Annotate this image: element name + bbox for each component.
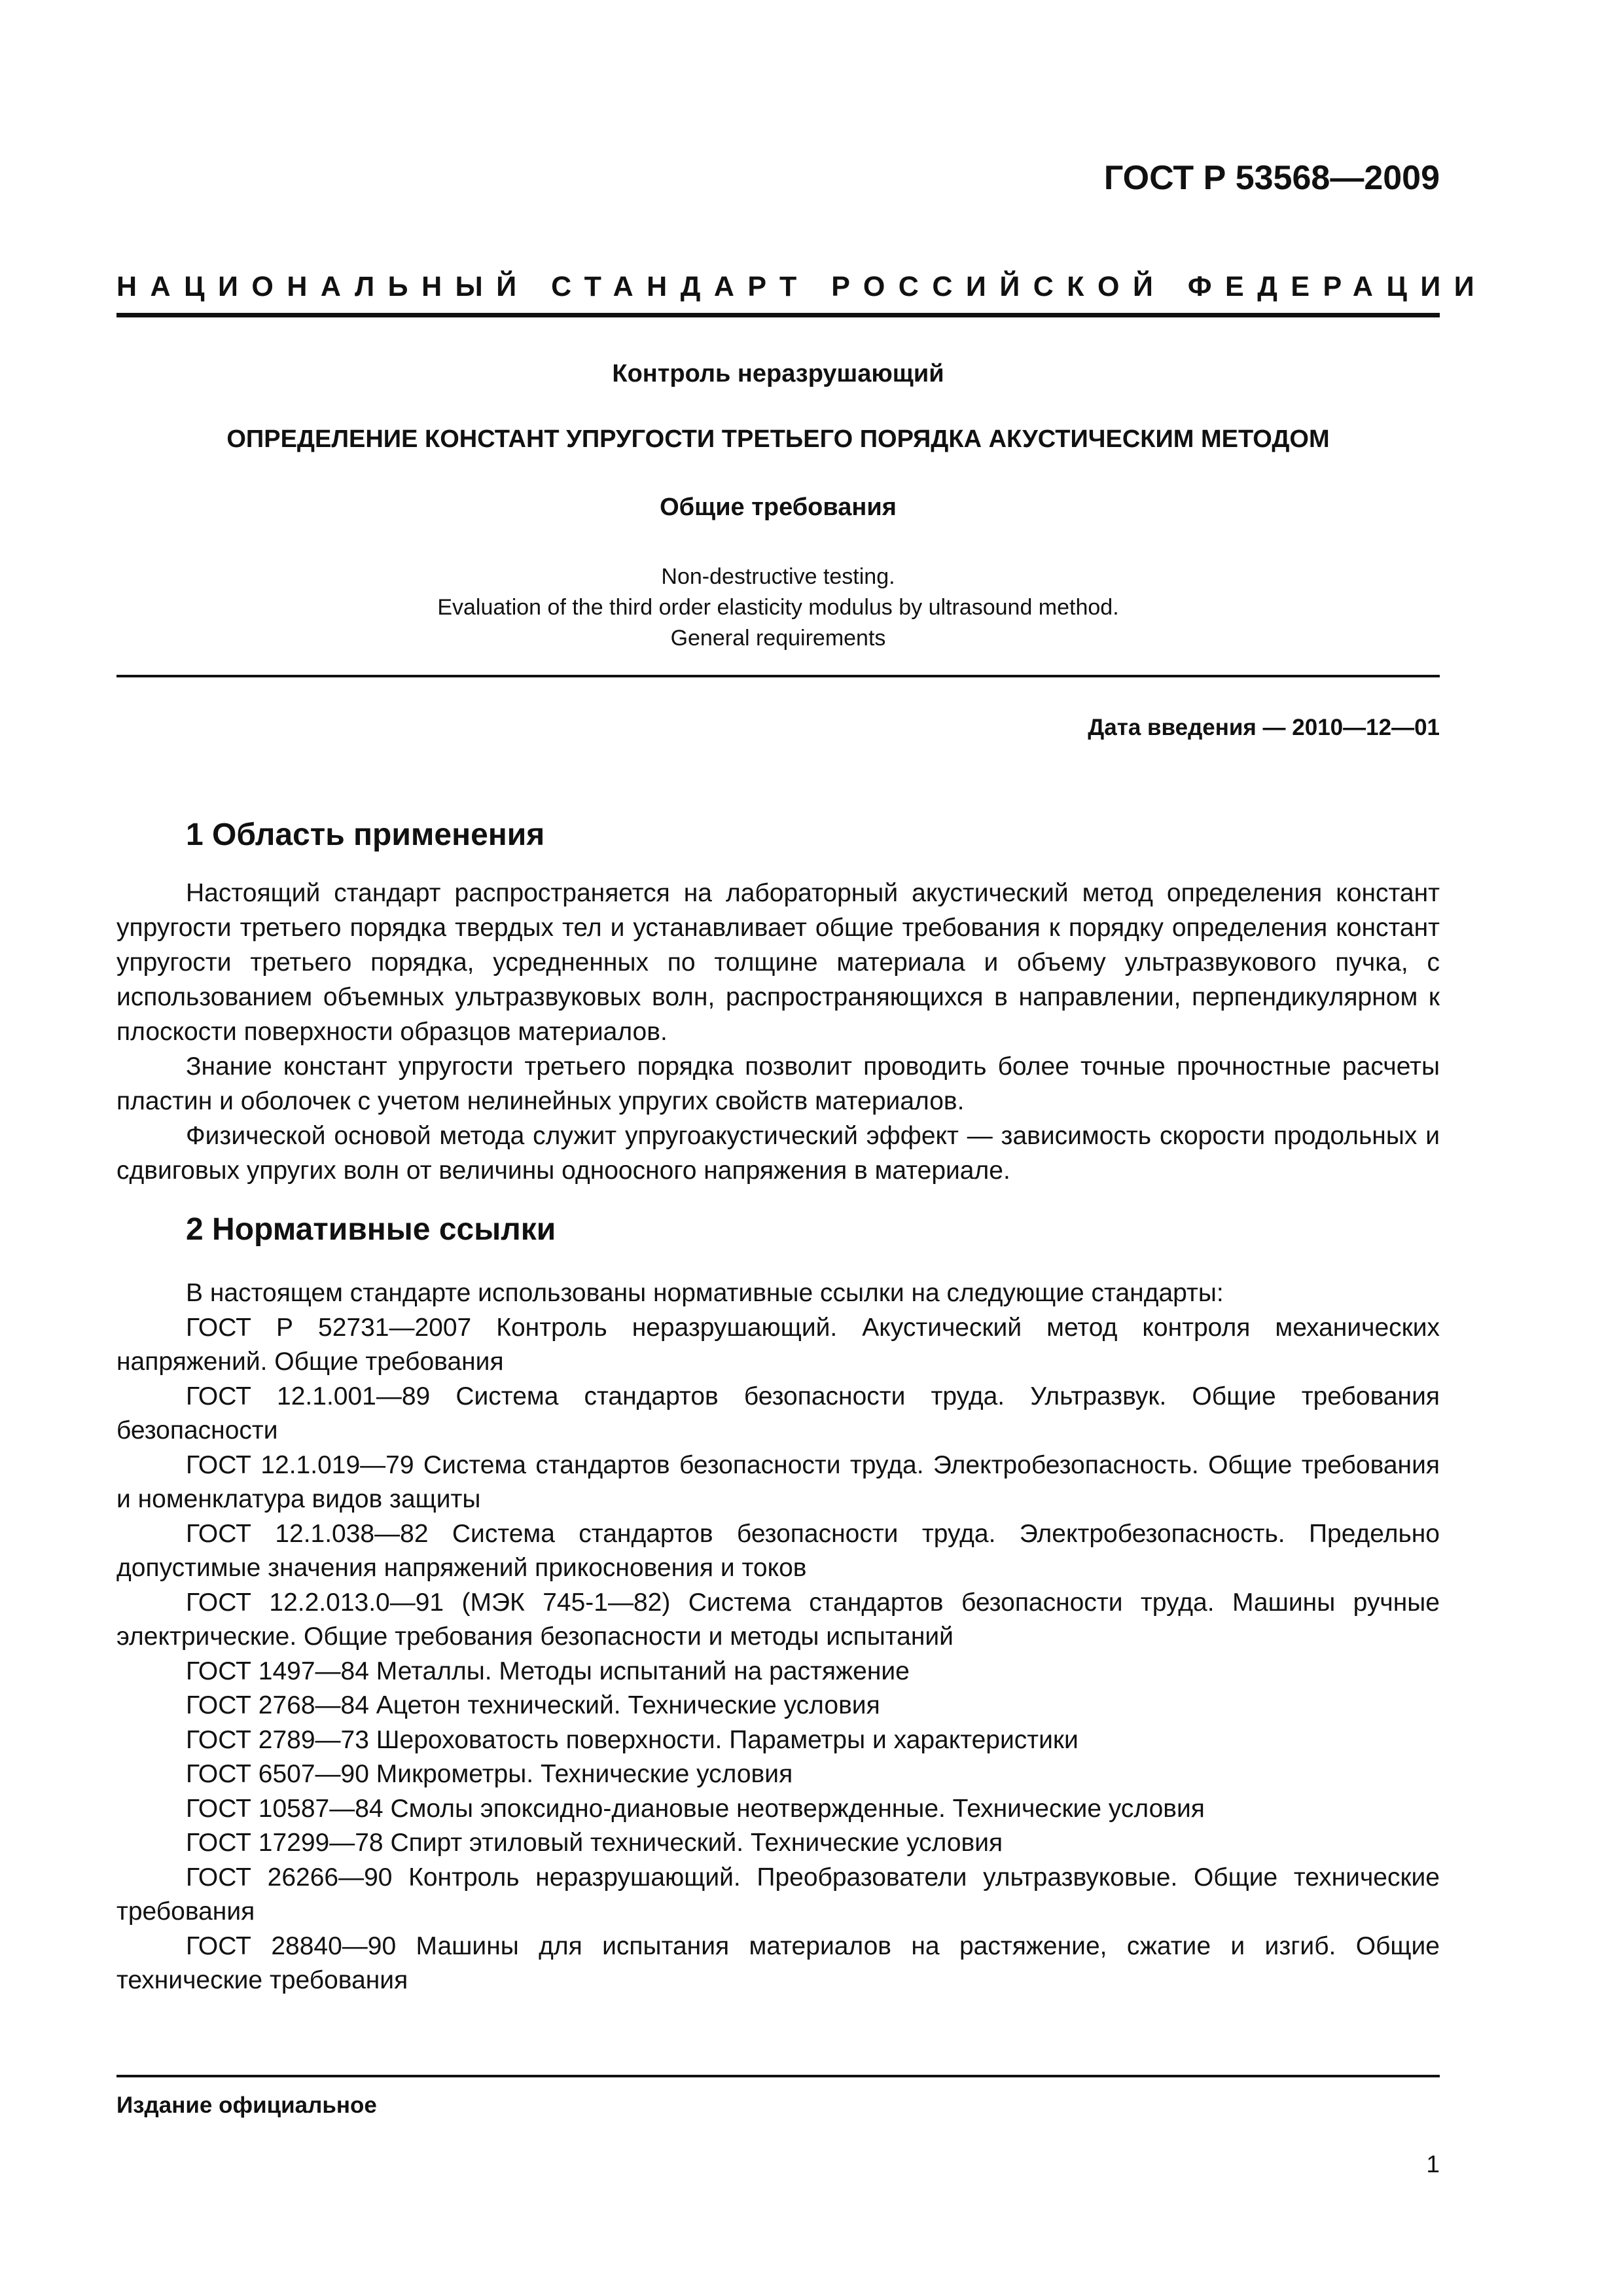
english-title-line: General requirements <box>670 626 886 651</box>
reference-item: ГОСТ 2768—84 Ацетон технический. Технические условия <box>186 1691 880 1719</box>
section-1-heading: 1 Область применения <box>186 817 545 852</box>
page-number: 1 <box>1426 2151 1440 2178</box>
standard-title: ОПРЕДЕЛЕНИЕ КОНСТАНТ УПРУГОСТИ ТРЕТЬЕГО ПОРЯДКА АКУСТИЧЕСКИМ МЕТОДОМ <box>226 425 1330 453</box>
reference-item: ГОСТ Р 52731—2007 Контроль неразрушающий. Акустический метод контроля механических напряжений. Общие требования <box>116 1313 1440 1376</box>
english-title-line: Non-destructive testing. <box>661 564 895 589</box>
reference-item: ГОСТ 2789—73 Шероховатость поверхности. Параметры и характеристики <box>186 1725 1079 1754</box>
english-title <box>116 562 1440 654</box>
normative-references <box>116 1276 1440 1998</box>
national-standard-banner: НАЦИОНАЛЬНЫЙ СТАНДАРТ РОССИЙСКОЙ ФЕДЕРАЦИИ <box>116 271 1488 302</box>
references-intro: В настоящем стандарте использованы нормативные ссылки на следующие стандарты: <box>186 1279 1224 1307</box>
reference-item: ГОСТ 10587—84 Смолы эпоксидно-диановые неотвержденные. Технические условия <box>186 1794 1205 1823</box>
reference-item: ГОСТ 12.1.019—79 Система стандартов безопасности труда. Электробезопасность. Общие требования и номенклатура видов защиты <box>116 1450 1440 1513</box>
reference-item: ГОСТ 12.2.013.0—91 (МЭК 745-1—82) Система стандартов безопасности труда. Машины ручные электрические. Общие требования безопасности и методы испытаний <box>116 1588 1440 1651</box>
reference-item: ГОСТ 12.1.038—82 Система стандартов безопасности труда. Электробезопасность. Предельно допустимые значения напряжений прикосновения и токов <box>116 1519 1440 1582</box>
introduction-date: Дата введения — 2010—12—01 <box>1088 715 1440 740</box>
paragraph: Знание констант упругости третьего порядка позволит проводить более точные прочностные расчеты пластин и оболочек с учетом нелинейных упругих свойств материалов. <box>116 1052 1440 1115</box>
english-title-line: Evaluation of the third order elasticity modulus by ultrasound method. <box>437 595 1119 620</box>
reference-item: ГОСТ 6507—90 Микрометры. Технические условия <box>186 1760 793 1788</box>
paragraph: Физической основой метода служит упругоакустический эффект — зависимость скорости продольных и сдвиговых упругих волн от величины одноосного напряжения в материале. <box>116 1122 1440 1185</box>
official-edition-label: Издание официальное <box>116 2092 377 2118</box>
document-number: ГОСТ Р 53568—2009 <box>1103 159 1440 197</box>
reference-item: ГОСТ 12.1.001—89 Система стандартов безопасности труда. Ультразвук. Общие требования безопасности <box>116 1382 1440 1444</box>
banner-rule <box>116 313 1440 317</box>
section-1-body <box>116 876 1440 1188</box>
reference-item: ГОСТ 26266—90 Контроль неразрушающий. Преобразователи ультразвуковые. Общие технические требования <box>116 1863 1440 1926</box>
title-rule <box>116 675 1440 677</box>
standard-subtitle: Общие требования <box>660 493 897 521</box>
standard-subject: Контроль неразрушающий <box>612 360 944 387</box>
reference-item: ГОСТ 1497—84 Металлы. Методы испытаний на растяжение <box>186 1657 910 1685</box>
reference-item: ГОСТ 17299—78 Спирт этиловый технический. Технические условия <box>186 1829 1003 1857</box>
section-2-heading: 2 Нормативные ссылки <box>186 1212 556 1247</box>
paragraph: Настоящий стандарт распространяется на лабораторный акустический метод определения констант упругости третьего порядка твердых тел и устанавливает общие требования к порядку определения констант упругости третьего порядка, усредненных по толщине материала и объему ультразвукового пучка, с использованием объемных ультразвуковых волн, распространяющихся в направлении, перпендикулярном к плоскости поверхности образцов материалов. <box>116 879 1440 1046</box>
reference-item: ГОСТ 28840—90 Машины для испытания материалов на растяжение, сжатие и изгиб. Общие технические требования <box>116 1931 1440 1994</box>
footer-rule <box>116 2075 1440 2077</box>
